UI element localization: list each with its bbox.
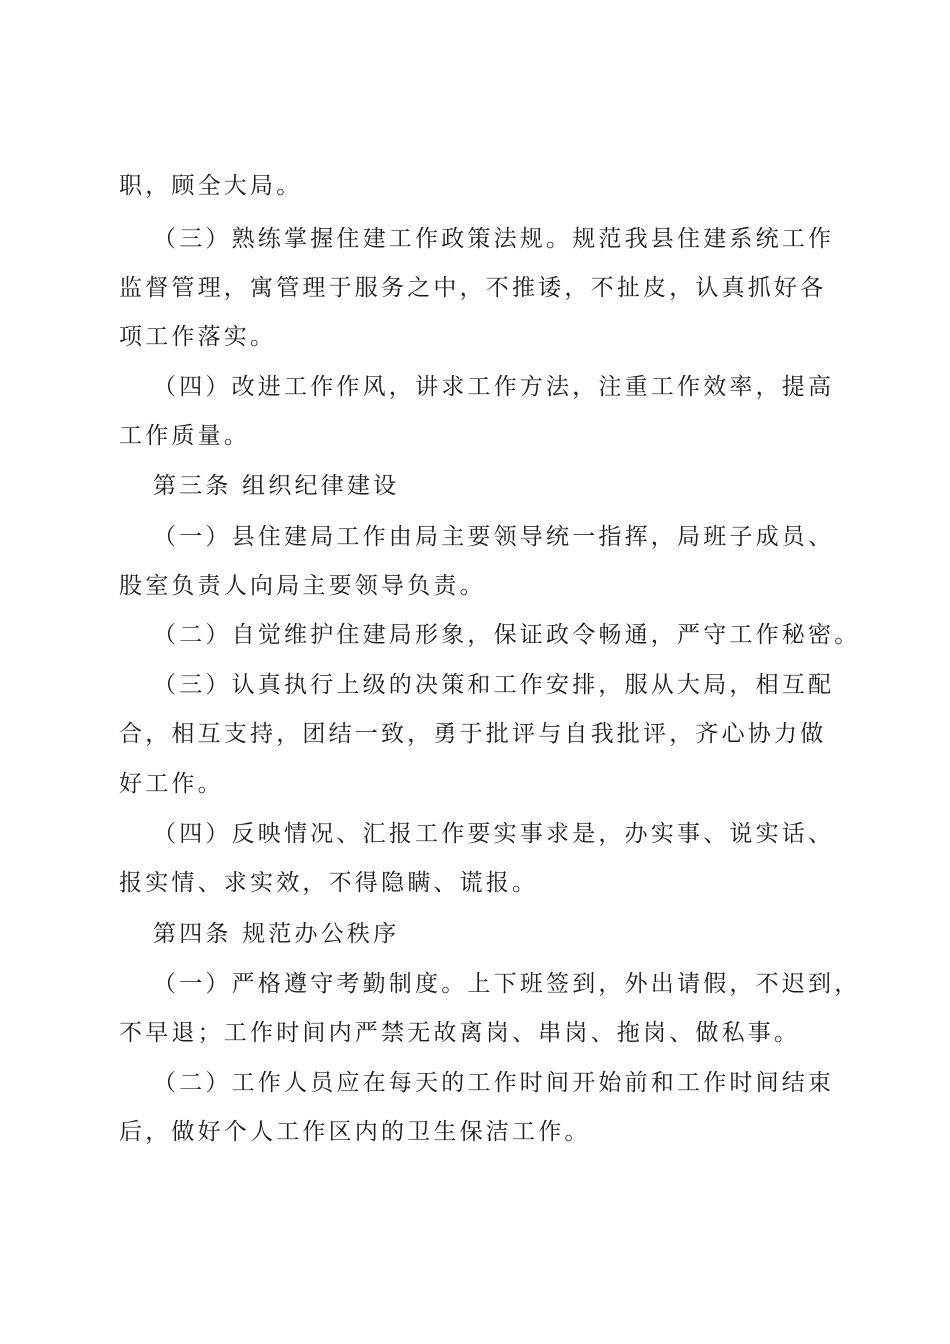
paragraph-two-start: （二）工作人员应在每天的工作时间开始前和工作时间结束 <box>153 1070 835 1096</box>
text-line: 股室负责人向局主要领导负责。 <box>119 573 486 599</box>
text-line: 不早退；工作时间内严禁无故离岗、串岗、拖岗、做私事。 <box>119 1020 801 1046</box>
text-line: 合，相互支持，团结一致，勇于批评与自我批评，齐心协力做 <box>119 721 827 747</box>
text-line: 好工作。 <box>119 771 224 797</box>
paragraph-two: （二）自觉维护住建局形象，保证政令畅通，严守工作秘密。 <box>153 622 861 648</box>
paragraph-one-start: （一）县住建局工作由局主要领导统一指挥，局班子成员、 <box>153 524 835 550</box>
paragraph-four-start: （四）改进工作作风，讲求工作方法，注重工作效率，提高 <box>153 374 835 400</box>
text-line: 监督管理，寓管理于服务之中，不推诿，不扯皮，认真抓好各 <box>119 275 827 301</box>
paragraph-three-start: （三）熟练掌握住建工作政策法规。规范我县住建系统工作 <box>153 226 835 252</box>
paragraph-one-start: （一）严格遵守考勤制度。上下班签到，外出请假，不迟到， <box>153 971 861 997</box>
text-line: 工作质量。 <box>119 423 250 449</box>
paragraph-three-start: （三）认真执行上级的决策和工作安排，服从大局，相互配 <box>153 672 835 698</box>
paragraph-four-start: （四）反映情况、汇报工作要实事求是，办实事、说实话、 <box>153 821 835 847</box>
text-line: 项工作落实。 <box>119 324 277 350</box>
article-three-heading: 第三条 组织纪律建设 <box>153 473 400 499</box>
text-line: 后，做好个人工作区内的卫生保洁工作。 <box>119 1119 591 1145</box>
text-line: 报实情、求实效，不得隐瞒、谎报。 <box>119 870 539 896</box>
text-line: 职，顾全大局。 <box>119 173 303 199</box>
article-four-heading: 第四条 规范办公秩序 <box>153 921 400 947</box>
